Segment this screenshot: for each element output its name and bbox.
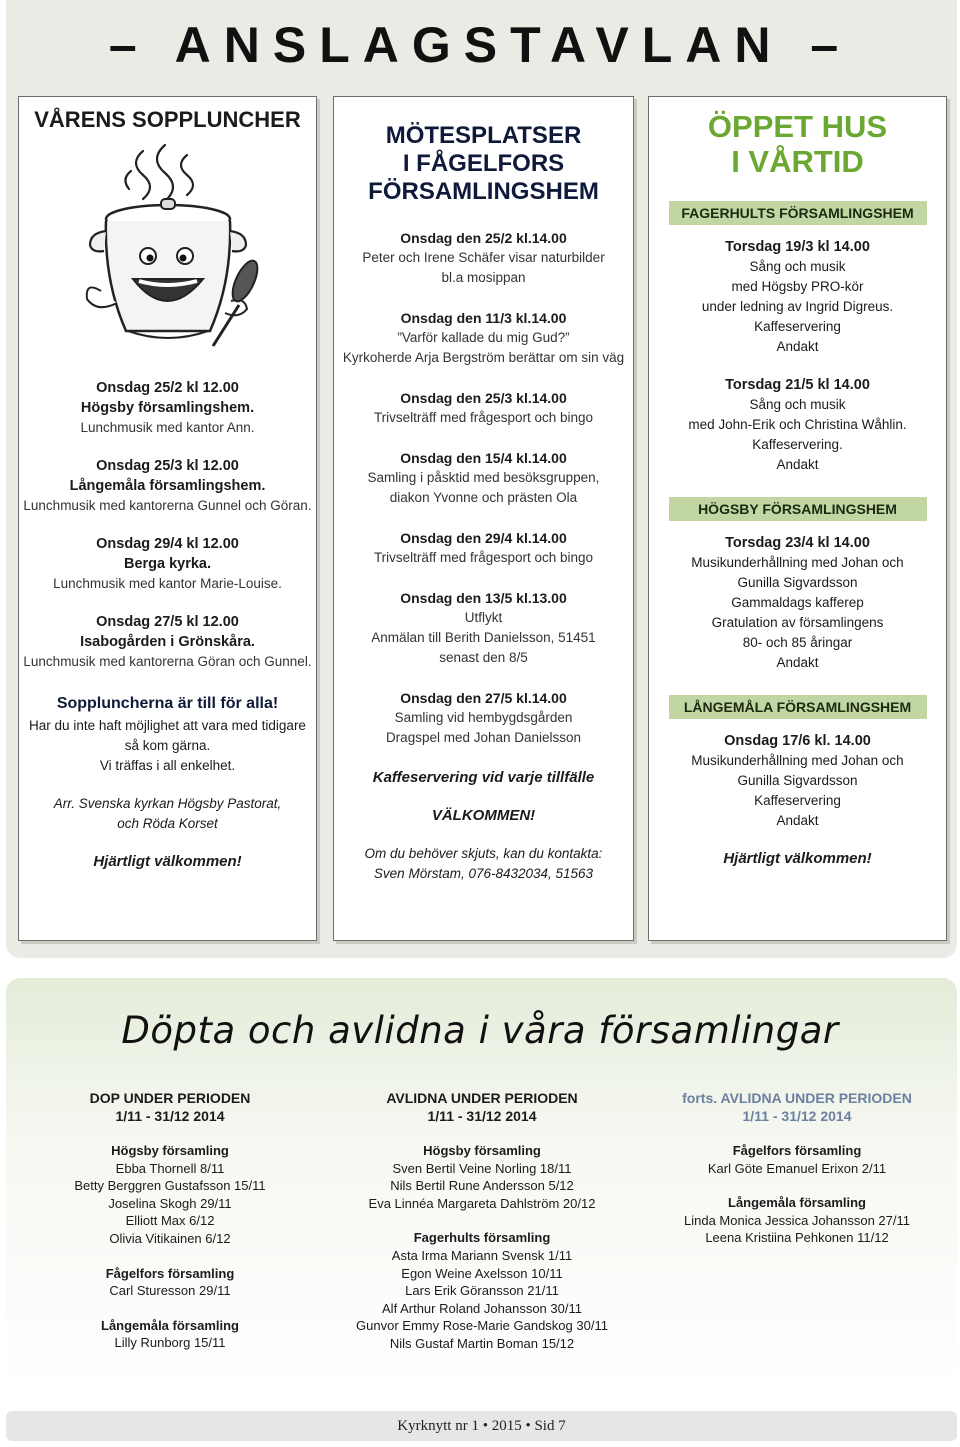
open-house-event	[649, 375, 946, 475]
venue-group	[649, 237, 946, 475]
registry-column-deaths-continued	[652, 1089, 942, 1264]
event-line: Utflykt	[464, 610, 503, 625]
event-text: Lunchmusik med kantor Ann.	[80, 420, 255, 435]
event-line: Kaffeservering	[754, 793, 841, 808]
registry-entry: Ebba Thornell 8/11	[115, 1160, 225, 1176]
event-date: Onsdag 29/4 kl 12.00	[96, 536, 239, 552]
soup-closing-heading: Soppluncherna är till för alla!	[56, 695, 279, 712]
registry-column-title	[652, 1089, 942, 1107]
parish-name: Högsby församling	[423, 1143, 541, 1158]
registry-entry: Carl Sturesson 29/11	[109, 1283, 231, 1299]
registry-entry: Olivia Vitikainen 6/12	[109, 1230, 231, 1246]
organizer-line: och Röda Korset	[117, 816, 218, 831]
registry-period: 1/11 - 31/12 2014	[742, 1108, 852, 1124]
meeting-event	[334, 308, 633, 368]
event-line: Trivselträff med frågesport och bingo	[373, 550, 594, 565]
event-place: Isabogården i Grönskåra.	[80, 634, 255, 650]
open-house-title-line: I VÅRTID	[731, 144, 864, 179]
event-date: Onsdag 25/3 kl 12.00	[96, 458, 239, 474]
event-line: Kyrkoherde Arja Bergström berättar om sin väg	[342, 350, 625, 365]
meetings-title-line: I FÅGELFORS	[402, 150, 565, 177]
venue-band: HÖGSBY FÖRSAMLINGSHEM	[669, 497, 927, 521]
event-date: Onsdag den 11/3 kl.14.00	[400, 310, 567, 326]
venue-band: FAGERHULTS FÖRSAMLINGSHEM	[669, 201, 927, 225]
registry-entry: Gunvor Emmy Rose-Marie Gandskog 30/11	[356, 1318, 608, 1334]
event-line: Dragspel med Johan Danielsson	[385, 730, 582, 745]
open-house-welcome: Hjärtligt välkommen!	[723, 850, 872, 867]
event-place: Berga kyrka.	[123, 556, 212, 572]
parish-name: Högsby församling	[111, 1143, 229, 1158]
registry-headline: Döpta och avlidna i våra församlingar	[121, 1009, 839, 1052]
parish-group	[652, 1194, 942, 1247]
event-line: Anmälan till Berith Danielsson, 51451	[371, 630, 596, 645]
parish-name: Fagerhults församling	[413, 1230, 551, 1246]
soup-event	[19, 612, 316, 672]
event-line: under ledning av Ingrid Digreus.	[701, 299, 894, 314]
parish-group	[337, 1229, 627, 1352]
event-date: Onsdag den 25/3 kl.14.00	[400, 390, 567, 406]
event-line: Musikunderhållning med Johan och	[691, 753, 904, 768]
meeting-event	[334, 388, 633, 428]
meetings-title-line: MÖTESPLATSER	[385, 122, 582, 149]
registry-entry: Eva Linnéa Margareta Dahlström 20/12	[368, 1195, 596, 1211]
meetings-title-line: FÖRSAMLINGSHEM	[368, 178, 599, 205]
open-house-box	[648, 96, 947, 941]
event-date: Onsdag 25/2 kl 12.00	[96, 380, 239, 396]
event-date: Onsdag den 27/5 kl.14.00	[400, 690, 567, 706]
transport-note	[334, 844, 633, 884]
registry-entry: Nils Bertil Rune Andersson 5/12	[390, 1178, 574, 1194]
registry-entry: Leena Kristiina Pehkonen 11/12	[705, 1230, 889, 1246]
event-line: Andakt	[776, 457, 819, 472]
parish-group	[652, 1142, 942, 1177]
soup-events	[19, 378, 316, 672]
event-line: Samling i påsktid med besöksgruppen,	[367, 470, 600, 485]
transport-line: Om du behöver skjuts, kan du kontakta:	[364, 846, 603, 861]
event-place: Högsby församlingshem.	[80, 400, 255, 416]
venue-group	[649, 731, 946, 831]
event-text: Lunchmusik med kantorerna Gunnel och Göran.	[23, 498, 312, 513]
soup-title: VÅRENS SOPPLUNCHER	[34, 107, 301, 132]
registry-entry: Linda Monica Jessica Johansson 27/11	[684, 1212, 910, 1228]
soup-event	[19, 534, 316, 594]
organizer-line: Arr. Svenska kyrkan Högsby Pastorat,	[53, 796, 282, 811]
registry-period: 1/11 - 31/12 2014	[427, 1108, 537, 1124]
soup-event	[19, 456, 316, 516]
soup-lunches-box	[18, 96, 317, 941]
event-line: Andakt	[776, 339, 819, 354]
event-line: med John-Erik och Christina Wåhlin.	[688, 417, 907, 432]
parish-group	[25, 1317, 315, 1352]
registry-entry: Sven Bertil Veine Norling 18/11	[392, 1160, 572, 1176]
continued-prefix: forts.	[682, 1090, 718, 1106]
registry-entry: Betty Berggren Gustafsson 15/11	[74, 1178, 266, 1194]
event-line: med Högsby PRO-kör	[731, 279, 864, 294]
registry-entry: Lars Erik Göransson 21/11	[405, 1283, 559, 1299]
transport-line: Sven Mörstam, 076-8432034, 51563	[373, 866, 594, 881]
registry-entry: Joselina Skogh 29/11	[108, 1195, 232, 1211]
event-line: 80- och 85 åringar	[742, 635, 853, 650]
event-text: Lunchmusik med kantor Marie-Louise.	[53, 576, 282, 591]
event-date: Torsdag 19/3 kl 14.00	[725, 239, 870, 255]
event-line: Sång och musik	[749, 397, 846, 412]
coffee-note: Kaffeservering vid varje tillfälle	[372, 769, 595, 786]
event-place: Långemåla församlingshem.	[69, 478, 266, 494]
registry-period: 1/11 - 31/12 2014	[115, 1108, 225, 1124]
event-date: Onsdag den 25/2 kl.14.00	[400, 230, 567, 246]
event-date: Onsdag den 29/4 kl.14.00	[400, 530, 567, 546]
soup-closing-line: Vi träffas i all enkelhet.	[99, 758, 236, 773]
meetings-title	[334, 122, 633, 206]
parish-name: Fågelfors församling	[105, 1265, 235, 1281]
meeting-event	[334, 448, 633, 508]
event-line: Andakt	[776, 813, 819, 828]
soup-event	[19, 378, 316, 438]
registry-column-deaths	[337, 1089, 627, 1370]
parish-name: Fågelfors församling	[732, 1143, 862, 1158]
event-line: ”Varför kallade du mig Gud?”	[397, 330, 570, 345]
soup-welcome: Hjärtligt välkommen!	[93, 853, 242, 870]
event-date: Onsdag den 15/4 kl.14.00	[400, 450, 567, 466]
event-date: Onsdag 17/6 kl. 14.00	[724, 733, 871, 749]
meeting-event	[334, 588, 633, 668]
event-line: Sång och musik	[749, 259, 846, 274]
event-date: Torsdag 23/4 kl 14.00	[725, 535, 870, 551]
registry-entry: Lilly Runborg 15/11	[114, 1335, 226, 1351]
meeting-event	[334, 528, 633, 568]
venue-band: LÅNGEMÅLA FÖRSAMLINGSHEM	[669, 695, 927, 719]
registry-entry: Egon Weine Axelsson 10/11	[401, 1265, 563, 1281]
event-line: Gratulation av församlingens	[711, 615, 884, 630]
event-line: Gunilla Sigvardsson	[737, 575, 858, 590]
registry-title-text: AVLIDNA UNDER PERIODEN	[720, 1090, 912, 1106]
event-date: Onsdag 27/5 kl 12.00	[96, 614, 239, 630]
registry-entry: Elliott Max 6/12	[125, 1213, 215, 1229]
event-line: Gammaldags kafferep	[731, 595, 864, 610]
open-house-title	[649, 109, 946, 179]
meeting-event	[334, 688, 633, 748]
meetings-box	[333, 96, 634, 941]
event-line: Gunilla Sigvardsson	[737, 773, 858, 788]
event-line: diakon Yvonne och prästen Ola	[389, 490, 578, 505]
event-date: Onsdag den 13/5 kl.13.00	[400, 590, 567, 606]
registry-entry: Karl Göte Emanuel Erixon 2/11	[707, 1160, 887, 1176]
registry-column-baptisms	[25, 1089, 315, 1369]
meeting-events	[334, 228, 633, 748]
event-line: Peter och Irene Schäfer visar naturbilder	[362, 250, 605, 265]
event-date: Torsdag 21/5 kl 14.00	[725, 377, 870, 393]
registry-column-title: AVLIDNA UNDER PERIODEN	[386, 1090, 578, 1106]
open-house-title-line: ÖPPET HUS	[707, 109, 888, 144]
soup-closing-line: Har du inte haft möjlighet att vara med tidigare	[29, 718, 306, 733]
event-line: bl.a mosippan	[441, 270, 526, 285]
open-house-event	[649, 731, 946, 831]
page-footer: Kyrknytt nr 1 • 2015 • Sid 7	[6, 1411, 957, 1441]
event-line: Kaffeservering	[754, 319, 841, 334]
registry-entry: Asta Irma Mariann Svensk 1/11	[391, 1247, 573, 1263]
event-line: Musikunderhållning med Johan och	[691, 555, 904, 570]
meeting-event	[334, 228, 633, 288]
event-line: senast den 8/5	[439, 650, 528, 665]
event-line: Trivselträff med frågesport och bingo	[373, 410, 594, 425]
parish-name: Långemåla församling	[728, 1195, 866, 1211]
event-text: Lunchmusik med kantorerna Göran och Gunnel.	[23, 654, 312, 669]
parish-group	[25, 1142, 315, 1248]
masthead: – ANSLAGSTAVLAN –	[108, 17, 852, 73]
soup-closing-line: så kom gärna.	[124, 738, 211, 753]
event-line: Kaffeservering.	[752, 437, 843, 452]
parish-group	[337, 1142, 627, 1212]
open-house-event	[649, 237, 946, 357]
meetings-welcome: VÄLKOMMEN!	[431, 807, 536, 824]
event-line: Samling vid hembygdsgården	[394, 710, 573, 725]
registry-entry: Alf Arthur Roland Johansson 30/11	[382, 1300, 582, 1316]
venue-group	[649, 533, 946, 673]
registry-entry: Nils Gustaf Martin Boman 15/12	[389, 1335, 575, 1351]
parish-name: Långemåla församling	[101, 1317, 239, 1333]
soup-pot-illustration	[73, 141, 263, 356]
parish-group	[25, 1265, 315, 1300]
open-house-event	[649, 533, 946, 673]
event-line: Andakt	[776, 655, 819, 670]
registry-column-title: DOP UNDER PERIODEN	[89, 1090, 251, 1106]
